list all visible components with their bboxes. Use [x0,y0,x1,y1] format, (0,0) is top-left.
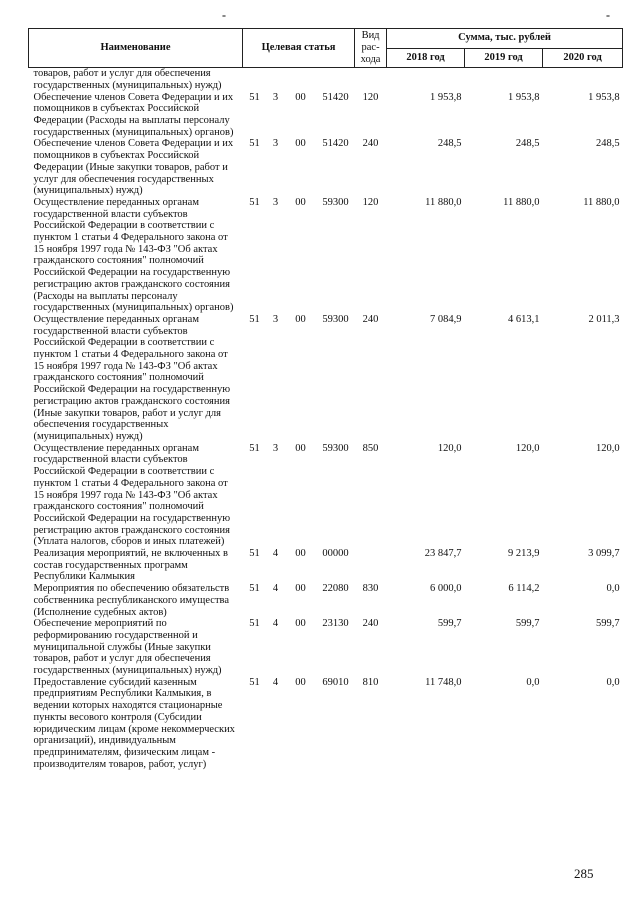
header-year-2020: 2020 год [543,48,623,68]
header-target-article: Целевая статья [243,29,355,68]
amount-2020: 0,0 [606,676,620,688]
amount-2018: 7 084,9 [430,313,462,325]
amount-2019: 6 114,2 [508,583,540,595]
target-code-2: 3 [272,313,279,325]
target-code-3: 00 [295,313,306,325]
expense-type: 240 [362,313,379,325]
target-code-4: 00000 [322,548,349,560]
target-code-3: 00 [295,138,306,150]
amount-2019: 4 613,1 [508,313,540,325]
amount-2018: 248,5 [437,138,462,150]
target-code-2: 4 [272,548,279,560]
amount-2019: 1 953,8 [508,91,540,103]
target-code-4: 69010 [322,676,349,688]
target-code-4: 22080 [322,583,349,595]
row-name: Обеспечение членов Совета Федерации и их помощников в субъектах Российской Федерации (Иные закупки товаров, работ и услуг для обеспечения государственных (муниципальных) нужд) [33,138,234,197]
expense-type: 240 [362,618,379,630]
expense-type: 810 [362,676,379,688]
row-name: Реализация мероприятий, не включенных в состав государственных программ Республики Калмыкия [33,548,229,583]
table-row [29,548,623,583]
header-expense-type: Вид рас-хода [355,29,387,68]
amount-2020: 11 880,0 [583,196,620,208]
expense-type: 240 [362,138,379,150]
target-code-3: 00 [295,442,306,454]
amount-2020: 2 011,3 [588,313,620,325]
row-name: Осуществление переданных органам государственной власти субъектов Российской Федерации в соответствии с пунктом 1 статьи 4 Федерального закона от 15 ноября 1997 года № 143-ФЗ "Об актах гражданского состояния" полномочий Российской Федерации на государственную регистрацию актов гражданского состояния (Иные закупки товаров, работ и услуг для обеспечения государственных (муниципальных) нужд) [33,313,231,442]
target-code-1: 51 [249,442,260,454]
target-code-3: 00 [295,618,306,630]
amount-2018: 6 000,0 [430,583,462,595]
target-code-1: 51 [249,618,260,630]
row-name: Осуществление переданных органам государственной власти субъектов Российской Федерации в соответствии с пунктом 1 статьи 4 Федерального закона от 15 ноября 1997 года № 143-ФЗ "Об актах гражданского состояния" полномочий Российской Федерации на государственную регистрацию актов гражданского состояния (Уплата налогов, сборов и иных платежей) [33,442,231,548]
target-code-4: 59300 [322,196,349,208]
amount-2020 [543,68,623,92]
target-code-2: 4 [272,618,279,630]
target-code-4: 59300 [322,442,349,454]
header-sum: Сумма, тыс. рублей [387,29,623,49]
target-code-1: 51 [249,196,260,208]
amount-2020: 599,7 [595,618,620,630]
row-name: Обеспечение мероприятий по реформированию государственной и муниципальной службы (Иные закупки товаров, работ и услуг для обеспечения государственных (муниципальных) нужд) [33,618,222,677]
amount-2018: 11 880,0 [425,196,462,208]
amount-2019: 0,0 [526,676,540,688]
top-left-mark: - [222,8,226,22]
amount-2019: 248,5 [515,138,540,150]
target-code-2: 3 [272,196,279,208]
budget-table [28,28,623,770]
header-year-2018: 2018 год [387,48,465,68]
target-code-2: 3 [272,138,279,150]
amount-2019: 120,0 [515,442,540,454]
top-right-mark: - [606,8,610,22]
table-row [29,68,623,92]
table-row [29,92,623,139]
amount-2019: 9 213,9 [508,548,540,560]
target-code-3: 00 [295,583,306,595]
target-code-2 [267,68,285,92]
target-code-1: 51 [249,583,260,595]
amount-2018: 599,7 [437,618,462,630]
row-name: товаров, работ и услуг для обеспечения государственных (муниципальных) нужд) [33,68,222,91]
table-row [29,443,623,548]
table-row [29,677,623,771]
target-code-2: 3 [272,91,279,103]
amount-2020: 120,0 [595,442,620,454]
expense-type [355,68,387,92]
target-code-3: 00 [295,548,306,560]
target-code-4: 51420 [322,138,349,150]
page-number: 285 [574,866,594,881]
amount-2020: 0,0 [606,583,620,595]
target-code-1: 51 [249,91,260,103]
header-name: Наименование [29,29,243,68]
amount-2018: 120,0 [437,442,462,454]
amount-2018: 1 953,8 [430,91,462,103]
amount-2019: 11 880,0 [503,196,540,208]
target-code-1: 51 [249,313,260,325]
target-code-1: 51 [249,548,260,560]
amount-2019: 599,7 [515,618,540,630]
target-code-3 [285,68,317,92]
amount-2018 [387,68,465,92]
header-year-2019: 2019 год [465,48,543,68]
target-code-4 [317,68,355,92]
target-code-2: 4 [272,676,279,688]
table-row [29,314,623,443]
expense-type: 120 [362,91,379,103]
expense-type [355,548,387,583]
amount-2020: 3 099,7 [588,548,620,560]
table-row [29,197,623,314]
amount-2020: 248,5 [595,138,620,150]
row-name: Осуществление переданных органам государственной власти субъектов Российской Федерации в соответствии с пунктом 1 статьи 4 Федерального закона от 15 ноября 1997 года № 143-ФЗ "Об актах гражданского состояния" полномочий Российской Федерации на государственную регистрацию актов гражданского состояния (Расходы на выплаты персоналу государственных (муниципальных) органов) [33,196,234,314]
row-name: Предоставление субсидий казенным предприятиям Республики Калмыкия, в ведении которых находятся стационарные пункты весового контроля (Субсидии юридическим лицам (кроме некоммерческих организаций), индивидуальным предпринимателям, физическим лицам - производителям товаров, работ, услуг) [33,676,235,770]
target-code-1: 51 [249,138,260,150]
target-code-3: 00 [295,676,306,688]
target-code-4: 23130 [322,618,349,630]
amount-2020: 1 953,8 [588,91,620,103]
target-code-4: 59300 [322,313,349,325]
target-code-2: 4 [272,583,279,595]
target-code-3: 00 [295,196,306,208]
table-row [29,583,623,618]
target-code-2: 3 [272,442,279,454]
amount-2019 [465,68,543,92]
table-row [29,618,623,677]
table-body [29,68,623,771]
target-code-3: 00 [295,91,306,103]
amount-2018: 11 748,0 [425,676,462,688]
target-code-1 [243,68,267,92]
expense-type: 850 [362,442,379,454]
expense-type: 830 [362,583,379,595]
target-code-1: 51 [249,676,260,688]
row-name: Обеспечение членов Совета Федерации и их помощников в субъектах Российской Федерации (Расходы на выплаты персоналу государственных (муниципальных) органов) [33,91,234,138]
table-row [29,138,623,197]
row-name: Мероприятия по обеспечению обязательств собственника республиканского имущества (Исполнение судебных актов) [33,583,230,618]
expense-type: 120 [362,196,379,208]
amount-2018: 23 847,7 [424,548,462,560]
target-code-4: 51420 [322,91,349,103]
